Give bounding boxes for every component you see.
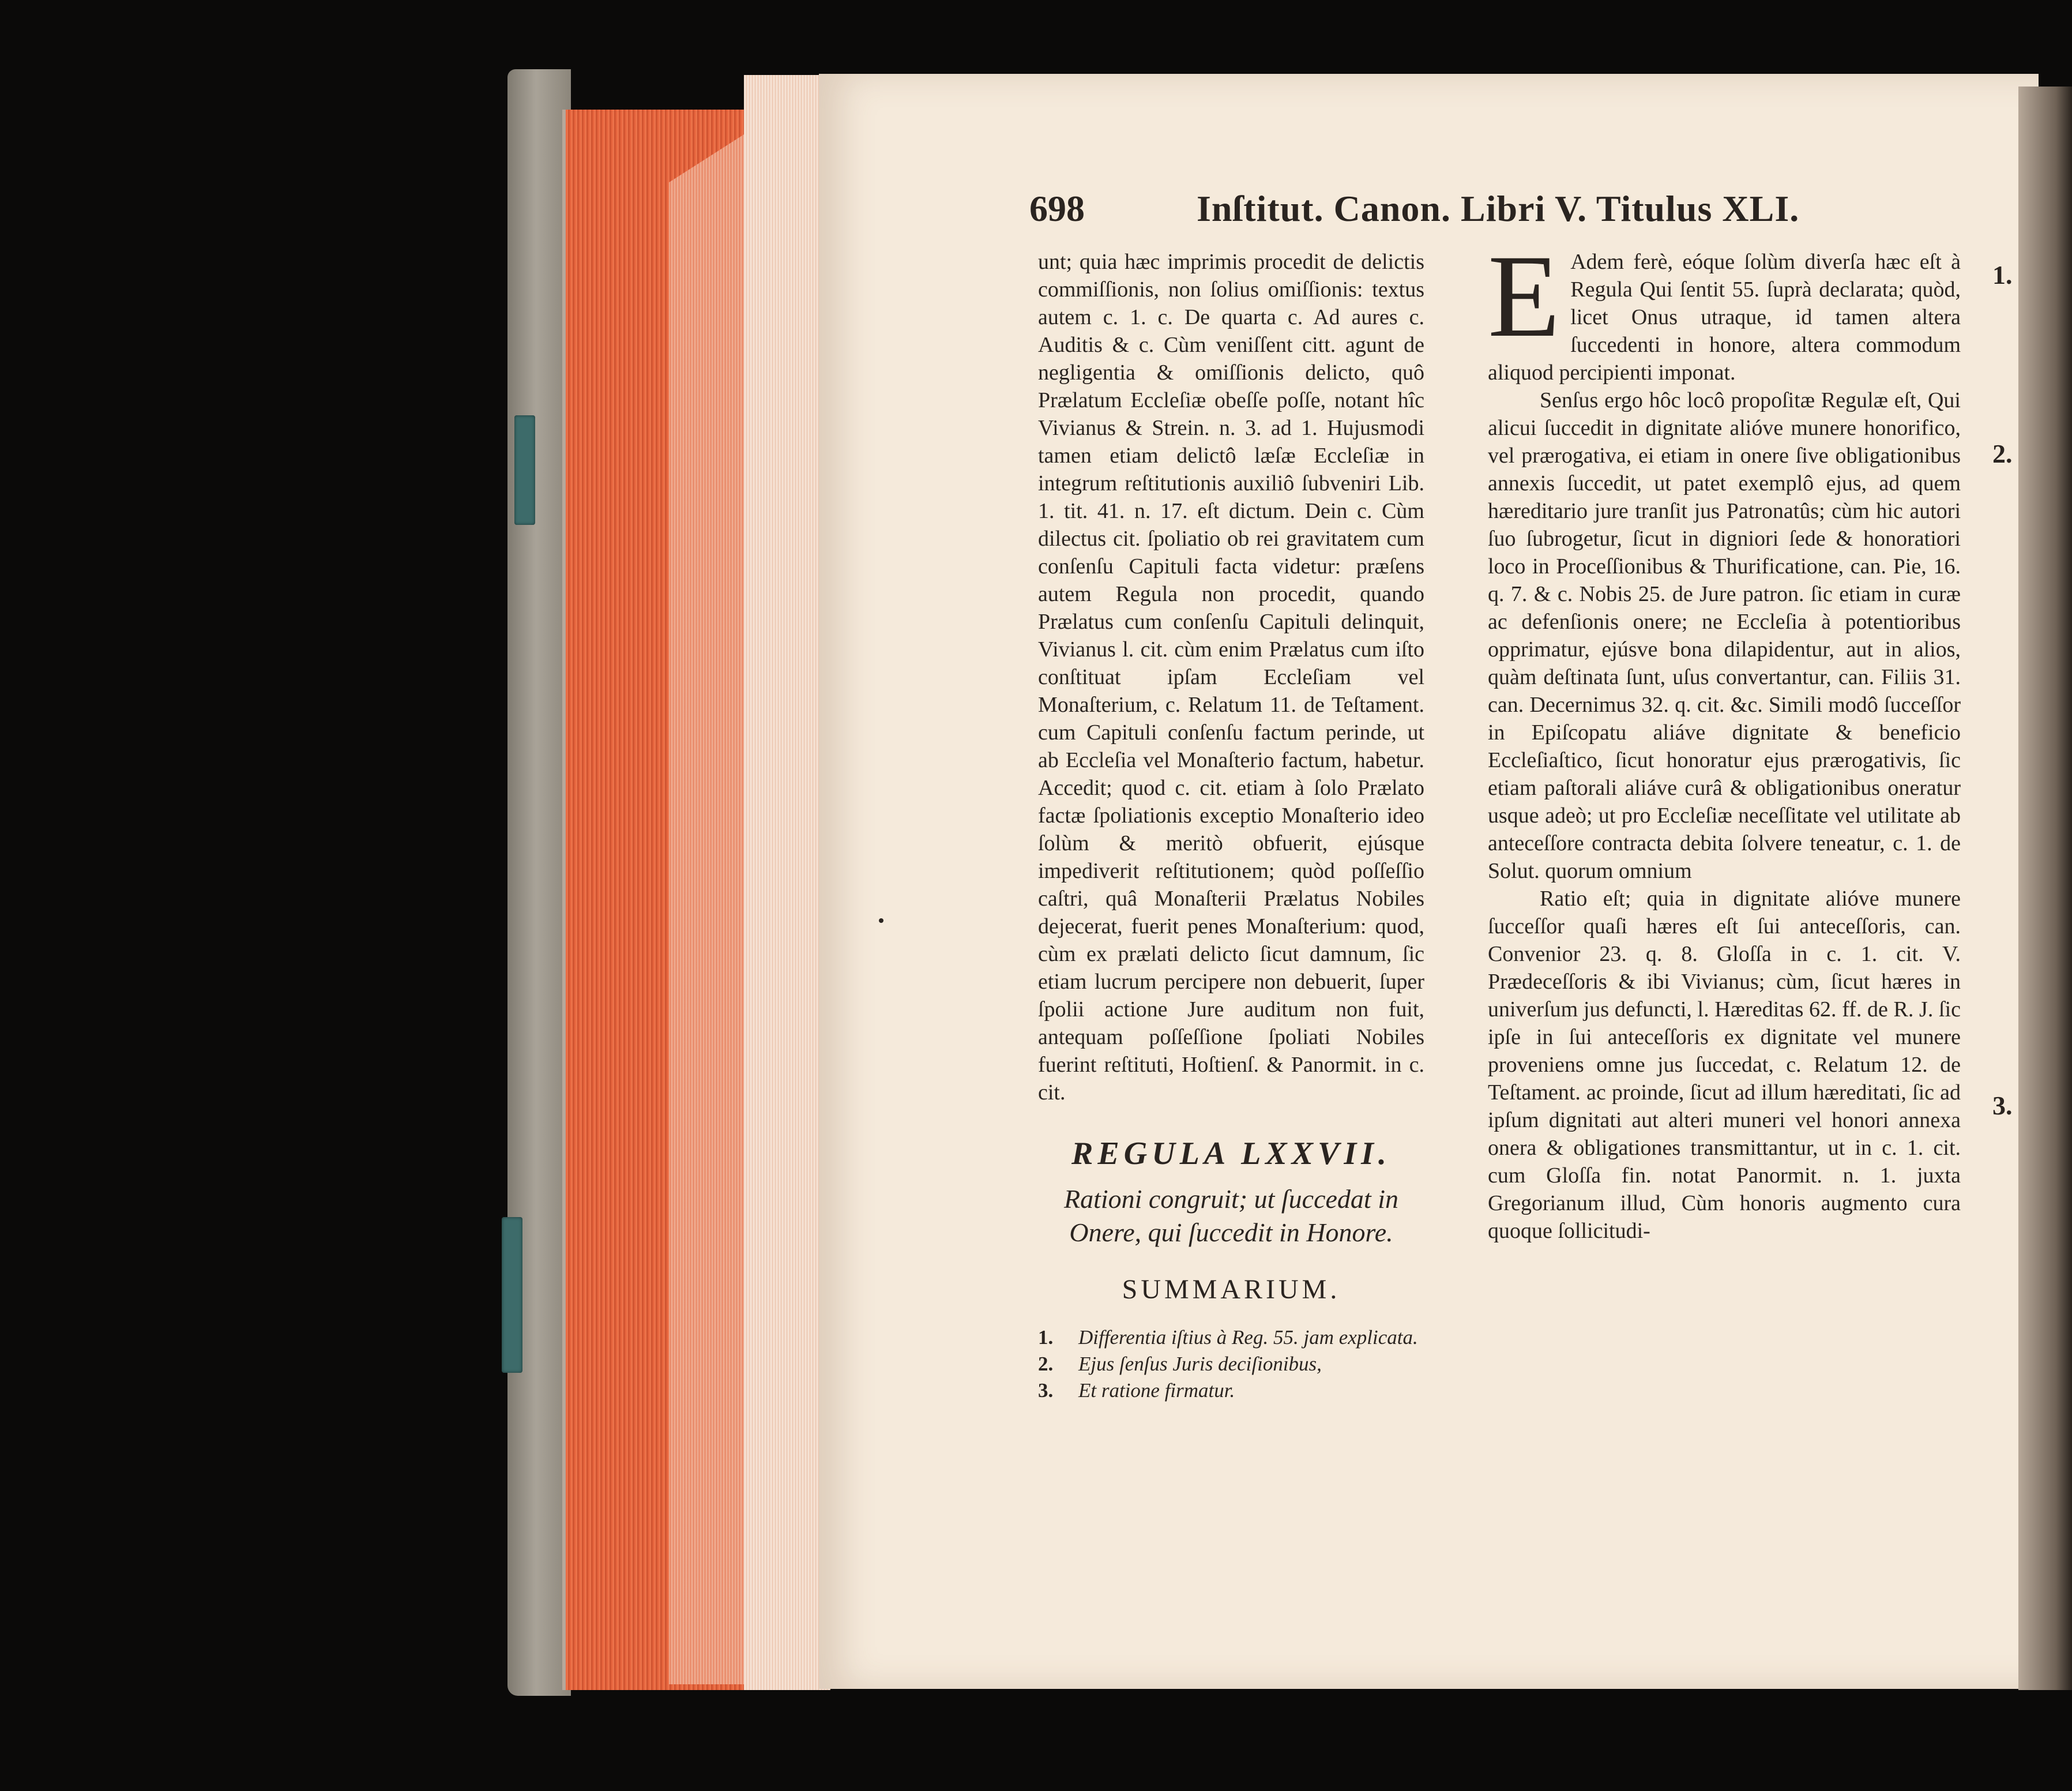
book-cover-board bbox=[507, 69, 571, 1696]
summarium-item-text: Ejus ſenſus Juris deciſionibus, bbox=[1078, 1353, 1322, 1375]
margin-number-2: 2. bbox=[1992, 439, 2013, 468]
book-clasp-upper bbox=[514, 415, 535, 525]
running-title: Inſtitut. Canon. Libri V. Titulus XLI. bbox=[1197, 188, 1800, 229]
summarium-item bbox=[1038, 1351, 1424, 1377]
running-head bbox=[1029, 187, 1800, 234]
book-clasp-lower bbox=[502, 1217, 522, 1373]
summarium-item-text: Et ratione firmatur. bbox=[1078, 1379, 1235, 1402]
right-column bbox=[1488, 231, 1961, 1245]
page-edge-light bbox=[744, 75, 830, 1690]
right-paragraph-3: Ratio eſt; quia in dignitate alióve munere ſucceſſor quaſi hæres eſt ſui anteceſſoris, can. Convenior 23. q. 8. Gloſſa in c. 1. cit. V. Prædeceſſoris & ibi Vivianus; cùm, ſicut hæres in univerſum jus defuncti, l. Hæreditas 62. ff. de R. J. ſic ipſe in ſui anteceſſoris ex dignitate vel munere proveniens omne jus ſuccedat, c. Relatum 12. de Teſtament. ac proinde, ſicut ad illum hæreditati, ſic ad ipſum dignitati aut alteri muneri vel honori annexa onera & obligationes transmittantur, ut in c. 1. cit. cum Gloſſa fin. notat Panormit. n. 1. juxta Gregorianum illud, Cùm honoris augmento cura quoque ſollicitudi- bbox=[1488, 887, 1961, 1243]
ink-speck bbox=[879, 918, 883, 923]
page-number: 698 bbox=[1029, 188, 1085, 229]
regula-title: REGULA LXXVII. bbox=[1071, 1136, 1391, 1172]
margin-number-1: 1. bbox=[1992, 260, 2013, 290]
regula-text: Rationi congruit; ut ſuccedat in Onere, qui ſuccedit in Honore. bbox=[1063, 1184, 1398, 1247]
margin-number-3: 3. bbox=[1992, 1091, 2013, 1120]
left-column-text: unt; quia hæc imprimis procedit de delictis commiſſionis, non ſolius omiſſionis: textus autem c. 1. c. De quarta c. Ad aures c. Auditis & c. Cùm veniſſent citt. agunt de negligentia & omiſſionis delicto, quô Prælatum Eccleſiæ obeſſe poſſe, notant hîc Vivianus & Strein. n. 3. ad 1. Hujusmodi tamen etiam delictô læſæ Eccleſiæ in integrum reſtitutionis auxiliô ſubveniri Lib. 1. tit. 41. n. 17. eſt dictum. Dein c. Cùm dilectus cit. ſpoliatio ob rei gravitatem cum conſenſu Capituli facta videtur: præſens autem Regula non procedit, quando Prælatus cum conſenſu Capituli delinquit, Vivianus l. cit. cùm enim Prælatus cum iſto conſtituat ipſam Eccleſiam vel Monaſterium, c. Relatum 11. de Teſtament. cum Capituli conſenſu factum perinde, ut ab Eccleſia vel Monaſterio factum, habetur. Accedit; quod c. cit. etiam à ſolo Prælato factæ ſpoliationis exceptio Monaſterio ideo ſolùm & meritò obfuerit, ejúsque impediverit reſtitutionem; quòd poſſeſſio caſtri, quâ Monaſterii Prælatus Nobiles dejecerat, fuerit penes Monaſterium: quod, cùm ex prælati delicto ſicut damnum, ſic etiam lucrum percipere non debuerit, ſuper ſpolii actione Jure auditum non fuit, antequam poſſeſſione ſpoliati Nobiles fuerint reſtituti, Hoſtienſ. & Panormit. in c. cit. bbox=[1038, 250, 1424, 1105]
right-paragraph-1: Adem ferè, eóque ſolùm diverſa hæc eſt à Regula Qui ſentit 55. ſuprà declarata; quòd, licet Onus utraque, id tamen altera ſuccedenti in honore, altera commodum aliquod percipienti imponat. bbox=[1488, 250, 1961, 385]
summarium-item-number: 1. bbox=[1038, 1326, 1054, 1349]
page-gutter-shadow bbox=[2018, 87, 2072, 1690]
right-paragraph-2: Senſus ergo hôc locô propoſitæ Regulæ eſt, Qui alicui ſuccedit in dignitate alióve munere honorifico, vel prærogativa, ei etiam in onere ſive obligationibus annexis ſuccedit, ut patet exemplô ejus, ad quem hæreditario jure tranſit jus Patronatûs; cùm hic autori ſuo ſubrogetur, ſicut in digniori ſede & honoratiori loco in Proceſſionibus & Thurificatione, can. Pie, 16. q. 7. & c. Nobis 25. de Jure patron. ſic etiam in curæ ac defenſionis onere; ne Eccleſia à potentioribus opprimatur, ejúsve bona dilapidentur, aut in alios, quàm deſtinata ſunt, uſus convertantur, can. Filiis 31. can. Decernimus 32. q. cit. &c. Simili modô ſucceſſor in Epiſcopatu aliáve dignitate & beneficio Eccleſiaſtico, ſicut honoratur ejus prærogativis, ſic etiam paſtorali aliáve curâ & obligationibus oneratur usque adeò; ut pro Eccleſiæ neceſſitate vel utilitate ab anteceſſore contracta debita ſolvere teneatur, c. 1. de Solut. quorum omnium bbox=[1488, 388, 1961, 883]
summarium-item-text: Differentia iſtius à Reg. 55. jam explicata. bbox=[1078, 1326, 1418, 1349]
summarium-item bbox=[1038, 1324, 1424, 1351]
left-column bbox=[1038, 248, 1424, 1404]
summarium-item bbox=[1038, 1377, 1424, 1404]
summarium-item-number: 3. bbox=[1038, 1379, 1054, 1402]
drop-cap: E bbox=[1488, 231, 1560, 362]
summarium-title: SUMMARIUM. bbox=[1122, 1274, 1341, 1305]
summarium-item-number: 2. bbox=[1038, 1353, 1054, 1375]
